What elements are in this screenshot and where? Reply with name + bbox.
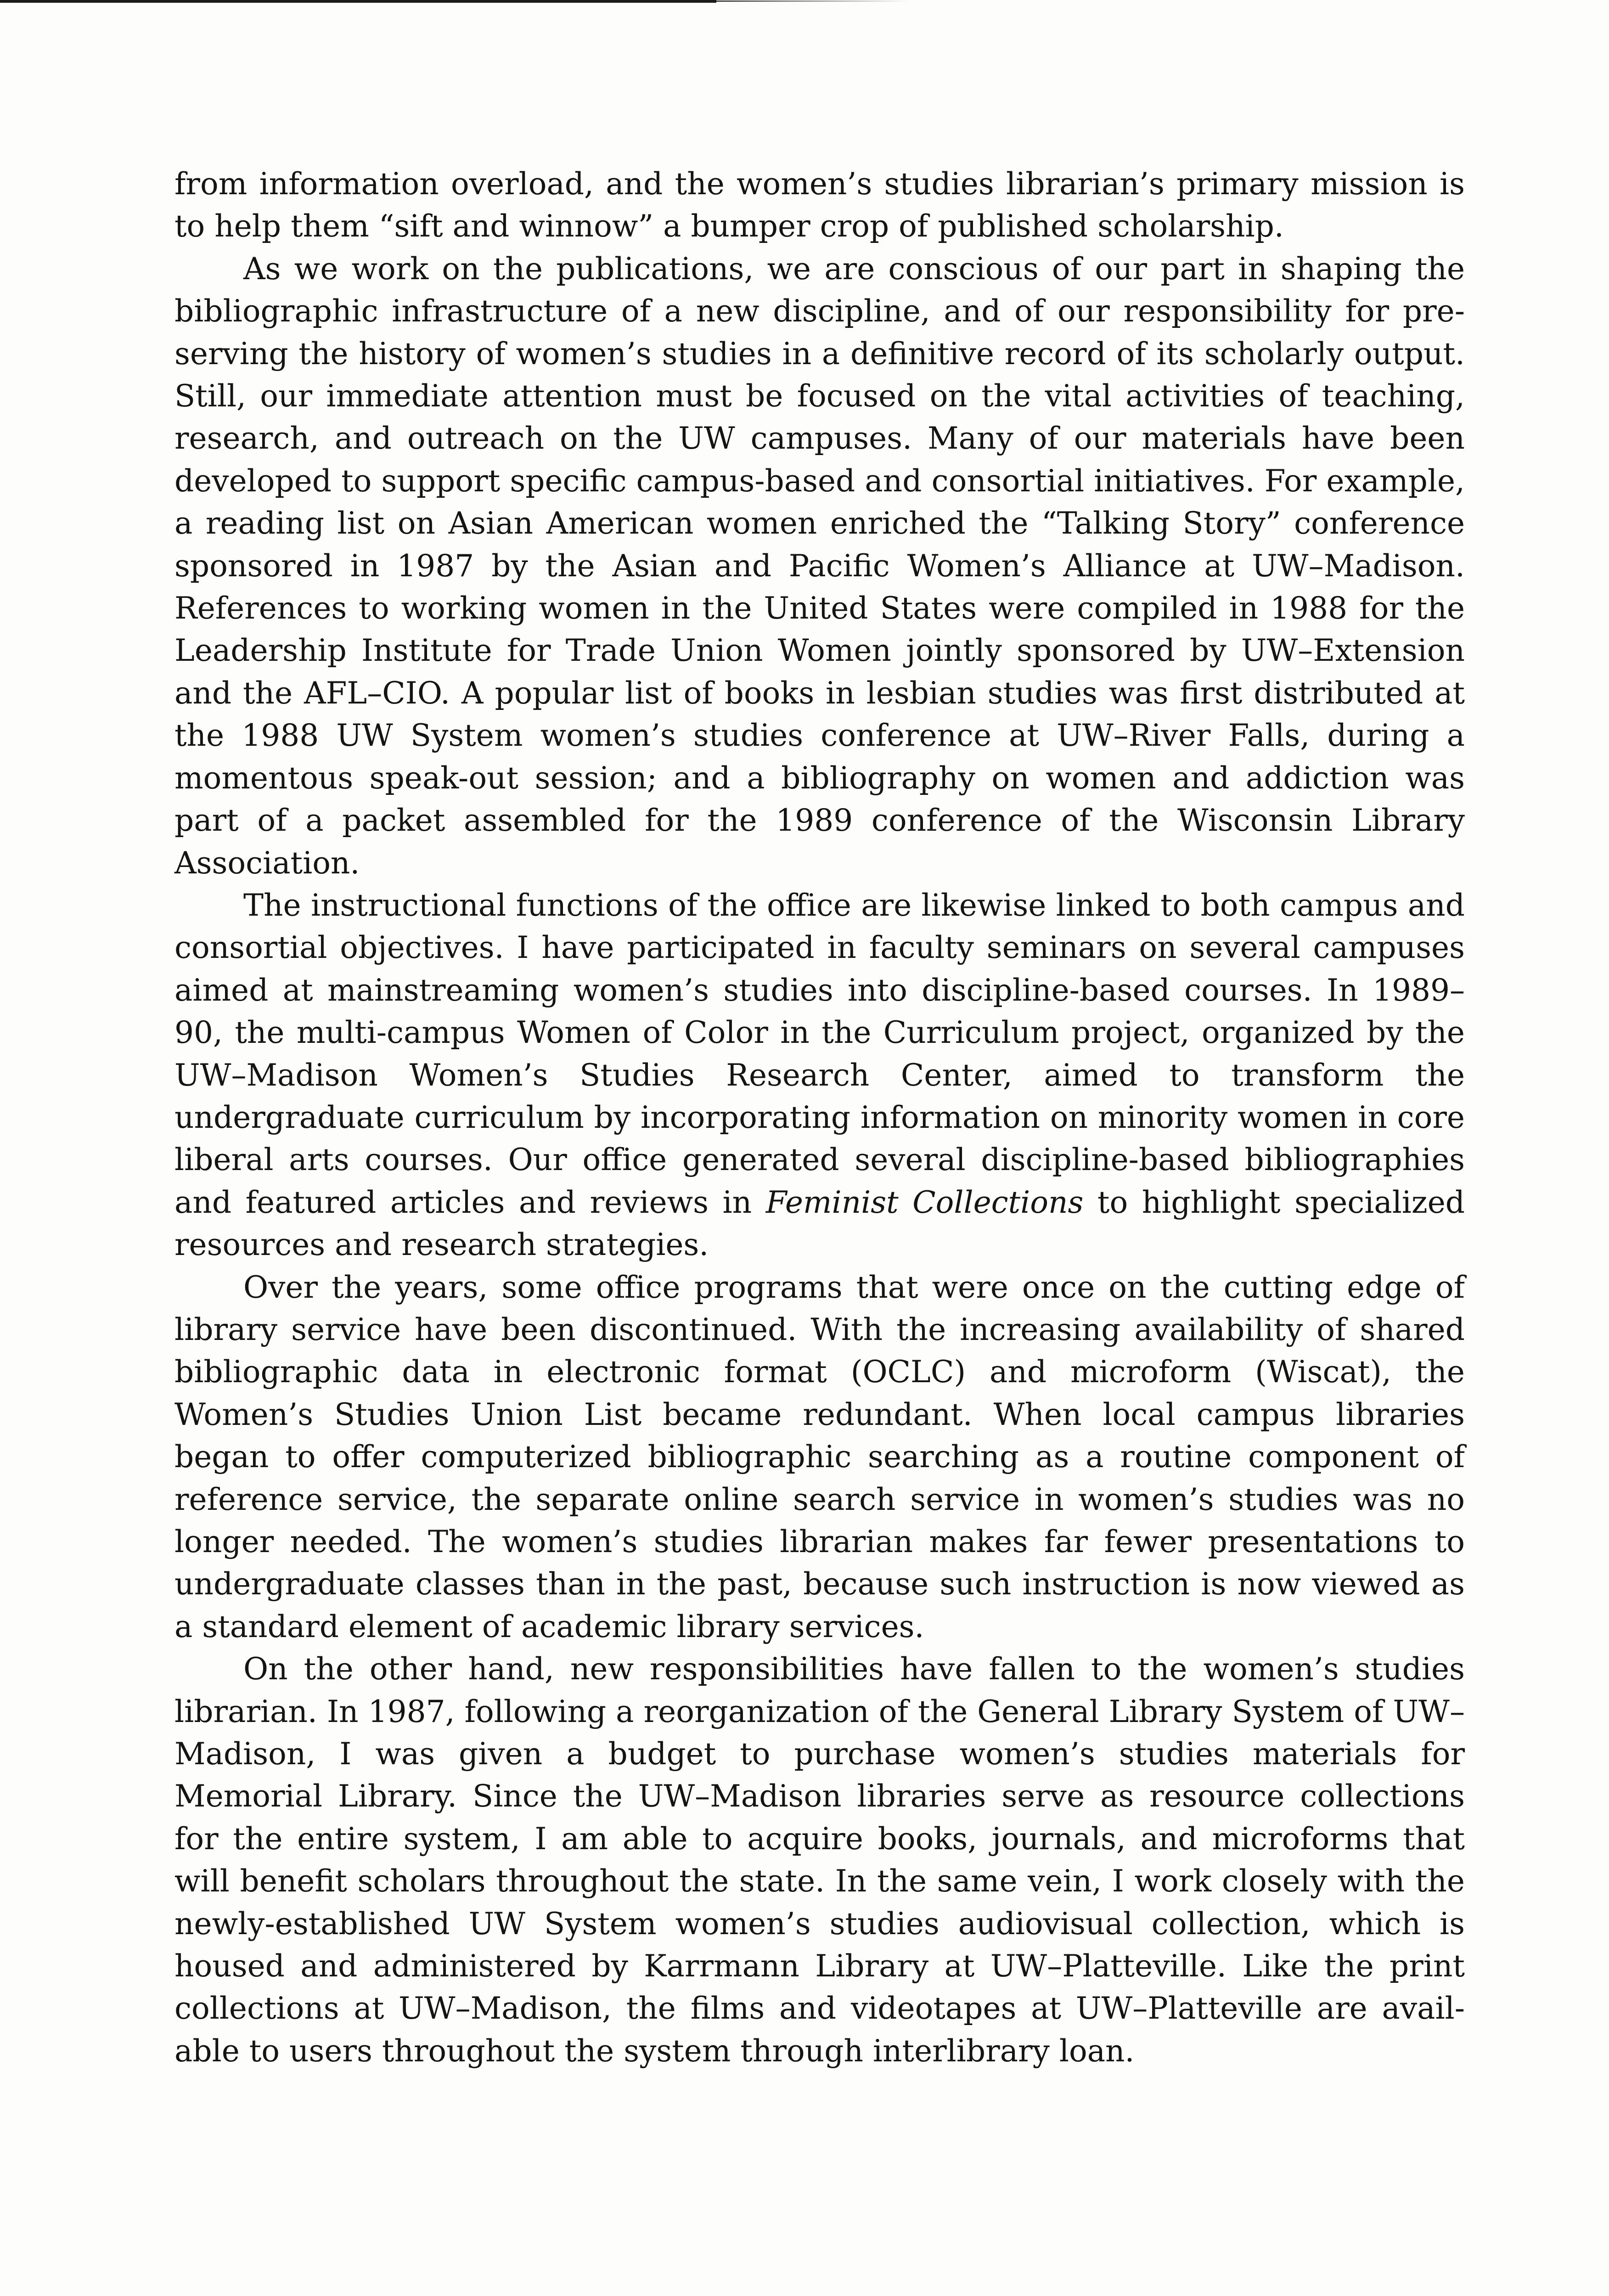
journal-title-feminist-collections: Feminist Collections — [765, 1184, 1084, 1220]
paragraph-discontinued-programs: Over the years, some office programs that were once on the cutting edge of library service have been discontinued. With the increasing availability of shared bibliographic data in electronic format (OCLC) and microform (Wiscat), the Women’s Studies Union List became redundant. When local campus libraries began to offer computerized bibliographic searching as a routine component of reference service, the separate online search service in women’s studies was no longer needed. The women’s studies librarian makes far fewer presentations to undergraduate classes than in the past, because such instruction is now viewed as a standard element of academic library services. — [174, 1269, 1465, 1644]
page-top-rule — [0, 0, 716, 3]
paragraph-text-before-title: The instructional functions of the office are likewise linked to both campus and consortial objectives. I have participated in faculty seminars on several campuses aimed at mainstreaming women’s studies into discipline-based courses. In 1989–90, the multi-campus Women of Color in the Curriculum project, organized by the UW–Madison Women’s Studies Research Center, aimed to transform the undergraduate curriculum by incorporating information on minority women in core liberal arts courses. Our office generated several discipline-based bibliographies and featured articles and reviews in — [174, 887, 1465, 1220]
paragraph-instructional-functions — [174, 884, 1465, 1266]
page-body-text — [174, 163, 1465, 2072]
paragraph-new-responsibilities: On the other hand, new responsibilities have fallen to the women’s studies librarian. In 1987, following a reorganization of the General Library System of UW–Madison, I was given a budget to purchase women’s studies materials for Memorial Library. Since the UW–Madison libraries serve as resource collections for the entire system, I am able to acquire books, journals, and microforms that will benefit scholars throughout the state. In the same vein, I work closely with the newly-established UW System women’s studies audiovisual collection, which is housed and administered by Karrmann Library at UW–Platteville. Like the print collections at UW–Madison, the films and videotapes at UW–Platteville are available to users throughout the system through interlibrary loan. — [174, 1651, 1465, 2069]
paragraph-continued: from information overload, and the women’s studies librarian’s primary mission is to help them “sift and winnow” a bumper crop of published scholarship. — [174, 166, 1465, 244]
paragraph-text-after-title: to highlight specialized resources and research strategies. — [174, 1184, 1465, 1263]
page-top-rule-fade — [716, 0, 909, 2]
paragraph-publications: As we work on the publications, we are conscious of our part in shaping the bibliographic infrastructure of a new discipline, and of our responsibility for preserving the history of women’s studies in a definitive record of its scholarly output. Still, our immediate attention must be focused on the vital activities of teaching, research, and outreach on the UW campuses. Many of our materials have been developed to support specific campus-based and consortial initiatives. For example, a reading list on Asian American women enriched the “Talking Story” conference sponsored in 1987 by the Asian and Pacific Women’s Alliance at UW–Madison. References to working women in the United States were compiled in 1988 for the Leadership Institute for Trade Union Women jointly sponsored by UW–Extension and the AFL–CIO. A popular list of books in lesbian studies was first distributed at the 1988 UW System women’s studies conference at UW–River Falls, during a momentous speak-out session; and a bibliography on women and addiction was part of a packet assembled for the 1989 conference of the Wisconsin Library Association. — [174, 251, 1465, 881]
